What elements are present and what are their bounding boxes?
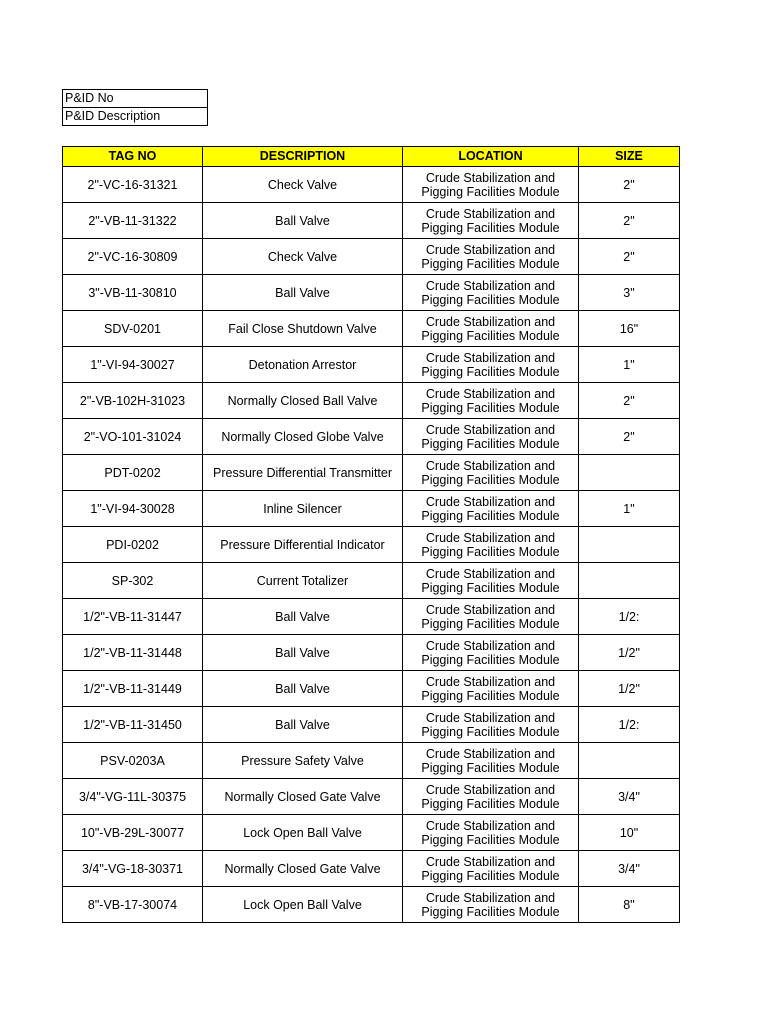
description-cell: Ball Valve	[203, 599, 403, 635]
description-cell: Detonation Arrestor	[203, 347, 403, 383]
description-cell: Pressure Safety Valve	[203, 743, 403, 779]
table-row	[63, 779, 680, 815]
tag-no-cell: SP-302	[63, 563, 203, 599]
location-cell: Crude Stabilization and Pigging Facilities Module	[403, 851, 579, 887]
description-cell: Normally Closed Ball Valve	[203, 383, 403, 419]
tag-no-cell: 3/4"-VG-11L-30375	[63, 779, 203, 815]
location-cell: Crude Stabilization and Pigging Facilities Module	[403, 887, 579, 923]
description-cell: Normally Closed Gate Valve	[203, 779, 403, 815]
description-cell: Check Valve	[203, 167, 403, 203]
header-size: SIZE	[579, 147, 680, 167]
tag-no-cell: SDV-0201	[63, 311, 203, 347]
tag-no-cell: PDI-0202	[63, 527, 203, 563]
size-cell	[579, 527, 680, 563]
location-cell: Crude Stabilization and Pigging Facilities Module	[403, 239, 579, 275]
location-cell: Crude Stabilization and Pigging Facilities Module	[403, 383, 579, 419]
pid-no-label: P&ID No	[63, 90, 208, 108]
table-row	[63, 491, 680, 527]
table-row	[63, 707, 680, 743]
table-row	[63, 815, 680, 851]
table-row	[63, 455, 680, 491]
description-cell: Fail Close Shutdown Valve	[203, 311, 403, 347]
tag-no-cell: 2"-VC-16-31321	[63, 167, 203, 203]
description-cell: Ball Valve	[203, 635, 403, 671]
header-description: DESCRIPTION	[203, 147, 403, 167]
location-cell: Crude Stabilization and Pigging Facilities Module	[403, 779, 579, 815]
description-cell: Current Totalizer	[203, 563, 403, 599]
location-cell: Crude Stabilization and Pigging Facilities Module	[403, 311, 579, 347]
tag-no-cell: 1/2"-VB-11-31447	[63, 599, 203, 635]
size-cell: 2"	[579, 203, 680, 239]
table-row	[63, 347, 680, 383]
tag-no-cell: PDT-0202	[63, 455, 203, 491]
size-cell: 1"	[579, 347, 680, 383]
location-cell: Crude Stabilization and Pigging Facilities Module	[403, 563, 579, 599]
table-row	[63, 887, 680, 923]
tag-no-cell: 8"-VB-17-30074	[63, 887, 203, 923]
location-cell: Crude Stabilization and Pigging Facilities Module	[403, 707, 579, 743]
table-row	[63, 851, 680, 887]
location-cell: Crude Stabilization and Pigging Facilities Module	[403, 275, 579, 311]
table-row	[63, 167, 680, 203]
description-cell: Ball Valve	[203, 707, 403, 743]
description-cell: Inline Silencer	[203, 491, 403, 527]
size-cell: 2"	[579, 419, 680, 455]
size-cell: 2"	[579, 167, 680, 203]
location-cell: Crude Stabilization and Pigging Facilities Module	[403, 671, 579, 707]
location-cell: Crude Stabilization and Pigging Facilities Module	[403, 455, 579, 491]
table-row	[63, 671, 680, 707]
description-cell: Check Valve	[203, 239, 403, 275]
header-tag-no: TAG NO	[63, 147, 203, 167]
tag-no-cell: 2"-VC-16-30809	[63, 239, 203, 275]
header-location: LOCATION	[403, 147, 579, 167]
tag-no-cell: 2"-VO-101-31024	[63, 419, 203, 455]
table-row	[63, 383, 680, 419]
size-cell	[579, 743, 680, 779]
tag-no-cell: 1/2"-VB-11-31450	[63, 707, 203, 743]
table-row	[63, 743, 680, 779]
table-row	[63, 599, 680, 635]
table-row	[63, 419, 680, 455]
size-cell	[579, 455, 680, 491]
table-header-row	[63, 147, 680, 167]
pid-description-label: P&ID Description	[63, 108, 208, 126]
location-cell: Crude Stabilization and Pigging Facilities Module	[403, 635, 579, 671]
pid-description-row	[63, 108, 208, 126]
location-cell: Crude Stabilization and Pigging Facilities Module	[403, 167, 579, 203]
description-cell: Ball Valve	[203, 671, 403, 707]
tag-no-cell: 1"-VI-94-30027	[63, 347, 203, 383]
location-cell: Crude Stabilization and Pigging Facilities Module	[403, 815, 579, 851]
location-cell: Crude Stabilization and Pigging Facilities Module	[403, 743, 579, 779]
table-row	[63, 275, 680, 311]
tag-no-cell: 3/4"-VG-18-30371	[63, 851, 203, 887]
tag-no-cell: 1/2"-VB-11-31448	[63, 635, 203, 671]
location-cell: Crude Stabilization and Pigging Facilities Module	[403, 419, 579, 455]
tag-no-cell: 2"-VB-11-31322	[63, 203, 203, 239]
size-cell: 1/2"	[579, 671, 680, 707]
description-cell: Ball Valve	[203, 275, 403, 311]
size-cell	[579, 563, 680, 599]
tag-no-cell: 1"-VI-94-30028	[63, 491, 203, 527]
table-row	[63, 203, 680, 239]
table-row	[63, 635, 680, 671]
size-cell: 16"	[579, 311, 680, 347]
location-cell: Crude Stabilization and Pigging Facilities Module	[403, 203, 579, 239]
table-row	[63, 527, 680, 563]
size-cell: 8"	[579, 887, 680, 923]
size-cell: 1/2:	[579, 599, 680, 635]
pid-no-row	[63, 90, 208, 108]
size-cell: 3"	[579, 275, 680, 311]
table-row	[63, 563, 680, 599]
size-cell: 10"	[579, 815, 680, 851]
tag-no-cell: 1/2"-VB-11-31449	[63, 671, 203, 707]
description-cell: Lock Open Ball Valve	[203, 815, 403, 851]
tag-no-cell: 10"-VB-29L-30077	[63, 815, 203, 851]
size-cell: 1/2"	[579, 635, 680, 671]
description-cell: Normally Closed Gate Valve	[203, 851, 403, 887]
tag-no-cell: 3"-VB-11-30810	[63, 275, 203, 311]
pid-info-table	[62, 89, 208, 126]
tag-no-cell: 2"-VB-102H-31023	[63, 383, 203, 419]
tag-no-cell: PSV-0203A	[63, 743, 203, 779]
size-cell: 1/2:	[579, 707, 680, 743]
location-cell: Crude Stabilization and Pigging Facilities Module	[403, 347, 579, 383]
table-row	[63, 311, 680, 347]
location-cell: Crude Stabilization and Pigging Facilities Module	[403, 527, 579, 563]
size-cell: 2"	[579, 383, 680, 419]
description-cell: Pressure Differential Transmitter	[203, 455, 403, 491]
size-cell: 3/4"	[579, 779, 680, 815]
size-cell: 2"	[579, 239, 680, 275]
valve-tag-table	[62, 146, 680, 923]
description-cell: Pressure Differential Indicator	[203, 527, 403, 563]
description-cell: Normally Closed Globe Valve	[203, 419, 403, 455]
location-cell: Crude Stabilization and Pigging Facilities Module	[403, 491, 579, 527]
description-cell: Ball Valve	[203, 203, 403, 239]
size-cell: 3/4"	[579, 851, 680, 887]
table-row	[63, 239, 680, 275]
description-cell: Lock Open Ball Valve	[203, 887, 403, 923]
location-cell: Crude Stabilization and Pigging Facilities Module	[403, 599, 579, 635]
size-cell: 1"	[579, 491, 680, 527]
